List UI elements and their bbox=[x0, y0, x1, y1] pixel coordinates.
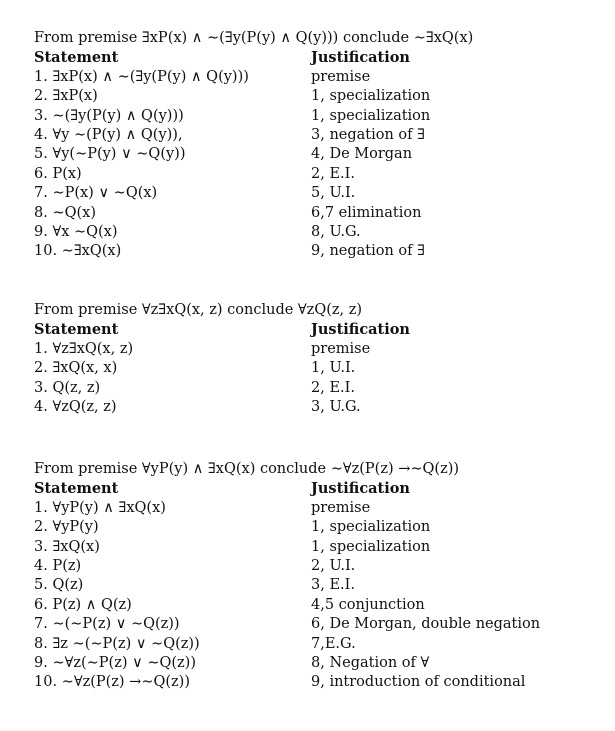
proof-row bbox=[34, 68, 594, 87]
proof-justification: premise bbox=[311, 340, 371, 357]
proof-justification: 8, U.G. bbox=[311, 223, 361, 240]
proof-statement: 5. ∀y(∼P(y) ∨ ∼Q(y)) bbox=[34, 146, 186, 163]
proof-row bbox=[34, 340, 594, 359]
proof-justification: 7,E.G. bbox=[311, 635, 356, 652]
proof-justification: 9, negation of ∃ bbox=[311, 243, 426, 260]
proof-justification: 2, E.I. bbox=[311, 165, 355, 182]
proof-row bbox=[34, 87, 594, 106]
proof-block-2 bbox=[34, 301, 594, 417]
proof-row bbox=[34, 242, 594, 261]
proof-row bbox=[34, 379, 594, 398]
proof-statement: 6. P(x) bbox=[34, 165, 82, 182]
proof-justification: 1, U.I. bbox=[311, 360, 356, 377]
proof-row bbox=[34, 518, 594, 537]
proof-row bbox=[34, 596, 594, 615]
proof-statement: 3. Q(z, z) bbox=[34, 379, 101, 396]
proof-table-header bbox=[34, 320, 594, 339]
proof-statement: 10. ∼∀z(P(z) →∼Q(z)) bbox=[34, 674, 190, 691]
proof-row bbox=[34, 538, 594, 557]
proof-justification: 2, U.I. bbox=[311, 557, 356, 574]
proof-justification: 3, E.I. bbox=[311, 577, 355, 594]
proof-justification: 2, E.I. bbox=[311, 379, 355, 396]
proof-row bbox=[34, 107, 594, 126]
proof-premise-line: From premise ∀yP(y) ∧ ∃xQ(x) conclude ∼∀z(P(z) →∼Q(z)) bbox=[34, 461, 460, 477]
justification-header: Justification bbox=[311, 480, 410, 498]
proof-row bbox=[34, 615, 594, 634]
proof-row bbox=[34, 126, 594, 145]
proof-row bbox=[34, 499, 594, 518]
proof-statement: 7. ∼(∼P(z) ∨ ∼Q(z)) bbox=[34, 616, 180, 633]
proof-table-header bbox=[34, 479, 594, 498]
proof-statement: 3. ∼(∃y(P(y) ∧ Q(y))) bbox=[34, 107, 184, 124]
proof-justification: 3, negation of ∃ bbox=[311, 126, 426, 143]
statement-header: Statement bbox=[34, 49, 119, 67]
proof-row bbox=[34, 557, 594, 576]
proof-statement: 8. ∼Q(x) bbox=[34, 204, 96, 221]
proof-statement: 6. P(z) ∧ Q(z) bbox=[34, 596, 132, 613]
proof-row bbox=[34, 165, 594, 184]
proof-justification: 8, Negation of ∀ bbox=[311, 654, 430, 671]
proof-justification: 3, U.G. bbox=[311, 398, 361, 415]
proof-justification: 6,7 elimination bbox=[311, 204, 422, 221]
proof-statement: 5. Q(z) bbox=[34, 577, 84, 594]
proof-statement: 3. ∃xQ(x) bbox=[34, 538, 100, 555]
justification-header: Justification bbox=[311, 321, 410, 339]
proof-statement: 9. ∼∀z(∼P(z) ∨ ∼Q(z)) bbox=[34, 654, 196, 671]
proof-statement: 9. ∀x ∼Q(x) bbox=[34, 223, 118, 240]
proof-statement: 1. ∃xP(x) ∧ ∼(∃y(P(y) ∧ Q(y))) bbox=[34, 68, 249, 85]
proof-statement: 8. ∃z ∼(∼P(z) ∨ ∼Q(z)) bbox=[34, 635, 200, 652]
proof-block-3 bbox=[34, 460, 594, 693]
proof-justification: 5, U.I. bbox=[311, 185, 356, 202]
proof-row bbox=[34, 398, 594, 417]
proof-table-header bbox=[34, 48, 594, 67]
proof-justification: 9, introduction of conditional bbox=[311, 674, 526, 691]
proof-row bbox=[34, 204, 594, 223]
proof-statement: 1. ∀yP(y) ∧ ∃xQ(x) bbox=[34, 499, 166, 516]
proof-row bbox=[34, 635, 594, 654]
proof-block-1 bbox=[34, 29, 594, 262]
proof-row bbox=[34, 223, 594, 242]
proof-justification: premise bbox=[311, 499, 371, 516]
proof-row bbox=[34, 654, 594, 673]
justification-header: Justification bbox=[311, 49, 410, 67]
proof-justification: 1, specialization bbox=[311, 538, 431, 555]
proof-justification: premise bbox=[311, 68, 371, 85]
proof-row bbox=[34, 145, 594, 164]
proof-justification: 1, specialization bbox=[311, 107, 431, 124]
proof-justification: 4, De Morgan bbox=[311, 146, 413, 163]
proof-premise-line: From premise ∀z∃xQ(x, z) conclude ∀zQ(z, z) bbox=[34, 302, 363, 318]
proof-justification: 1, specialization bbox=[311, 519, 431, 536]
proof-premise-line: From premise ∃xP(x) ∧ ∼(∃y(P(y) ∧ Q(y))) conclude ∼∃xQ(x) bbox=[34, 30, 474, 46]
proof-justification: 1, specialization bbox=[311, 88, 431, 105]
proof-row bbox=[34, 359, 594, 378]
proof-statement: 4. P(z) bbox=[34, 557, 82, 574]
proof-justification: 6, De Morgan, double negation bbox=[311, 616, 541, 633]
proof-statement: 2. ∃xP(x) bbox=[34, 88, 98, 105]
proof-statement: 4. ∀y ∼(P(y) ∧ Q(y)), bbox=[34, 126, 183, 143]
proof-row bbox=[34, 673, 594, 692]
proof-justification: 4,5 conjunction bbox=[311, 596, 425, 613]
proof-statement: 10. ∼∃xQ(x) bbox=[34, 243, 122, 260]
proof-statement: 2. ∀yP(y) bbox=[34, 519, 99, 536]
proof-statement: 7. ∼P(x) ∨ ∼Q(x) bbox=[34, 185, 158, 202]
proof-statement: 1. ∀z∃xQ(x, z) bbox=[34, 340, 134, 357]
statement-header: Statement bbox=[34, 480, 119, 498]
statement-header: Statement bbox=[34, 321, 119, 339]
proof-statement: 2. ∃xQ(x, x) bbox=[34, 360, 118, 377]
proof-row bbox=[34, 576, 594, 595]
proof-row bbox=[34, 184, 594, 203]
proof-statement: 4. ∀zQ(z, z) bbox=[34, 398, 117, 415]
